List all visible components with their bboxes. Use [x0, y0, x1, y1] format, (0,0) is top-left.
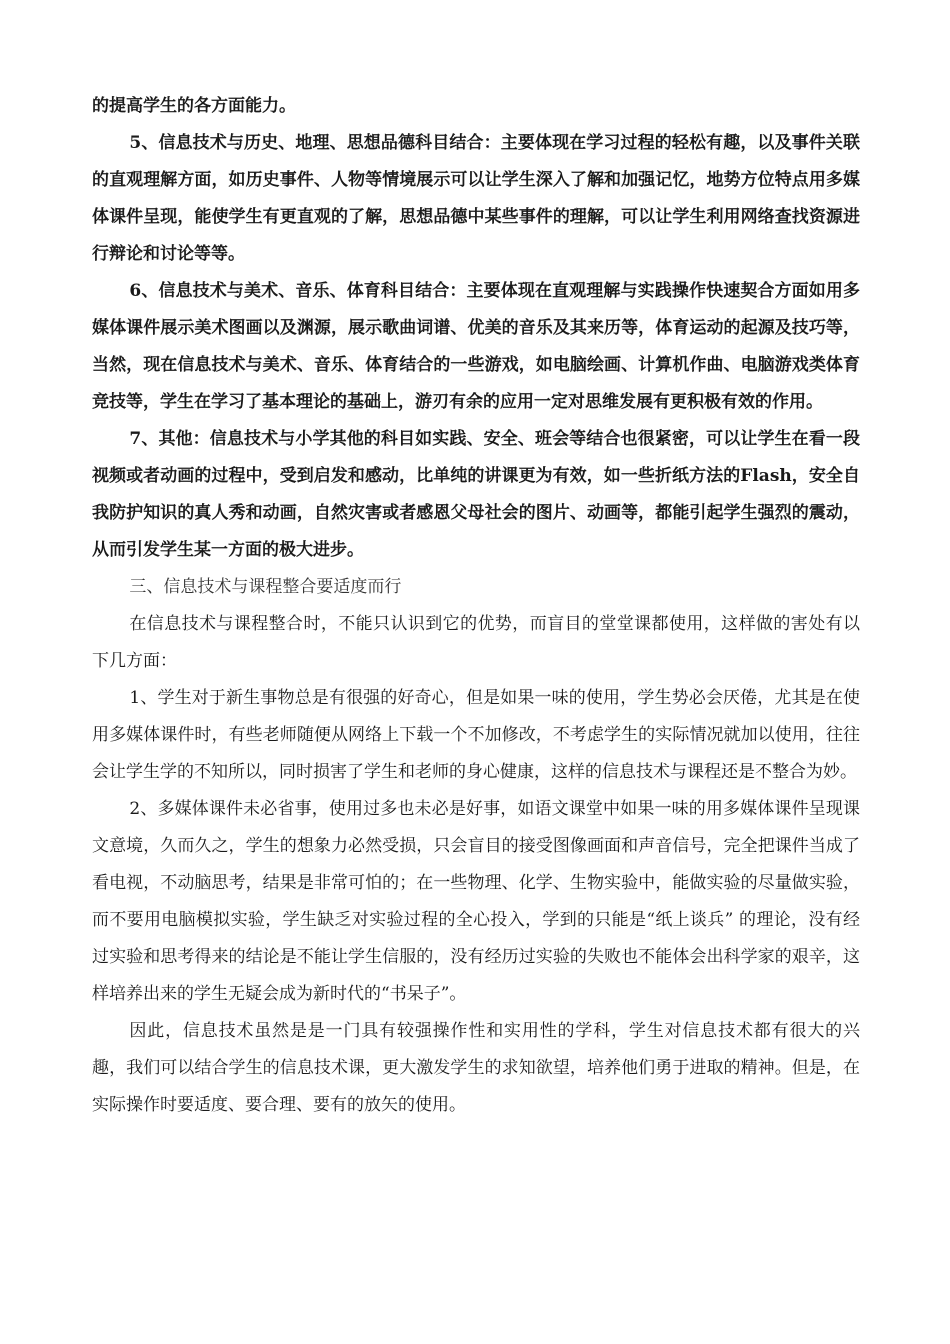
paragraph-art-music-pe: 6、信息技术与美术、音乐、体育科目结合：主要体现在直观理解与实践操作快速契合方面如用多媒体课件展示美术图画以及渊源，展示歌曲词谱、优美的音乐及其来历等，体育运动的起源及技巧等，当然，现在信息技术与美术、音乐、体育结合的一些游戏，如电脑绘画、计算机作曲、电脑游戏类体育竞技等，学生在学习了基本理论的基础上，游刃有余的应用一定对思维发展有更积极有效的作用。	[92, 281, 860, 412]
paragraph-continuation: 的提高学生的各方面能力。	[92, 96, 296, 116]
paragraph-conclusion: 因此，信息技术虽然是是一门具有较强操作性和实用性的学科，学生对信息技术都有很大的兴趣，我们可以结合学生的信息技术课，更大激发学生的求知欲望，培养他们勇于进取的精神。但是，在实际操作时要适度、要合理、要有的放矢的使用。	[92, 1021, 860, 1115]
paragraph-intro-drawbacks: 在信息技术与课程整合时，不能只认识到它的优势，而盲目的堂堂课都使用，这样做的害处有以下几方面：	[92, 614, 860, 671]
paragraph-history-geography: 5、信息技术与历史、地理、思想品德科目结合：主要体现在学习过程的轻松有趣，以及事件关联的直观理解方面，如历史事件、人物等情境展示可以让学生深入了解和加强记忆，地势方位特点用多媒体课件呈现，能使学生有更直观的了解，思想品德中某些事件的理解，可以让学生利用网络查找资源进行辩论和讨论等等。	[92, 133, 860, 264]
paragraph-drawback-2: 2、多媒体课件未必省事，使用过多也未必是好事，如语文课堂中如果一味的用多媒体课件呈现课文意境，久而久之，学生的想象力必然受损，只会盲目的接受图像画面和声音信号，完全把课件当成了看电视，不动脑思考，结果是非常可怕的；在一些物理、化学、生物实验中，能做实验的尽量做实验，而不要用电脑模拟实验，学生缺乏对实验过程的全心投入，学到的只能是“纸上谈兵” 的理论，没有经过实验和思考得来的结论是不能让学生信服的，没有经历过实验的失败也不能体会出科学家的艰辛，这样培养出来的学生无疑会成为新时代的“书呆子”。	[92, 799, 860, 1004]
document-body	[92, 88, 860, 1124]
paragraph-drawback-1: 1、学生对于新生事物总是有很强的好奇心，但是如果一味的使用，学生势必会厌倦，尤其是在使用多媒体课件时，有些老师随便从网络上下载一个不加修改，不考虑学生的实际情况就加以使用，往往会让学生学的不知所以，同时损害了学生和老师的身心健康，这样的信息技术与课程还是不整合为妙。	[92, 688, 860, 782]
section-heading: 三、信息技术与课程整合要适度而行	[129, 577, 402, 597]
paragraph-other-subjects: 7、其他：信息技术与小学其他的科目如实践、安全、班会等结合也很紧密，可以让学生在看一段视频或者动画的过程中，受到启发和感动，比单纯的讲课更为有效，如一些折纸方法的Flash，安全自我防护知识的真人秀和动画，自然灾害或者感恩父母社会的图片、动画等，都能引起学生强烈的震动，从而引发学生某一方面的极大进步。	[92, 429, 860, 560]
